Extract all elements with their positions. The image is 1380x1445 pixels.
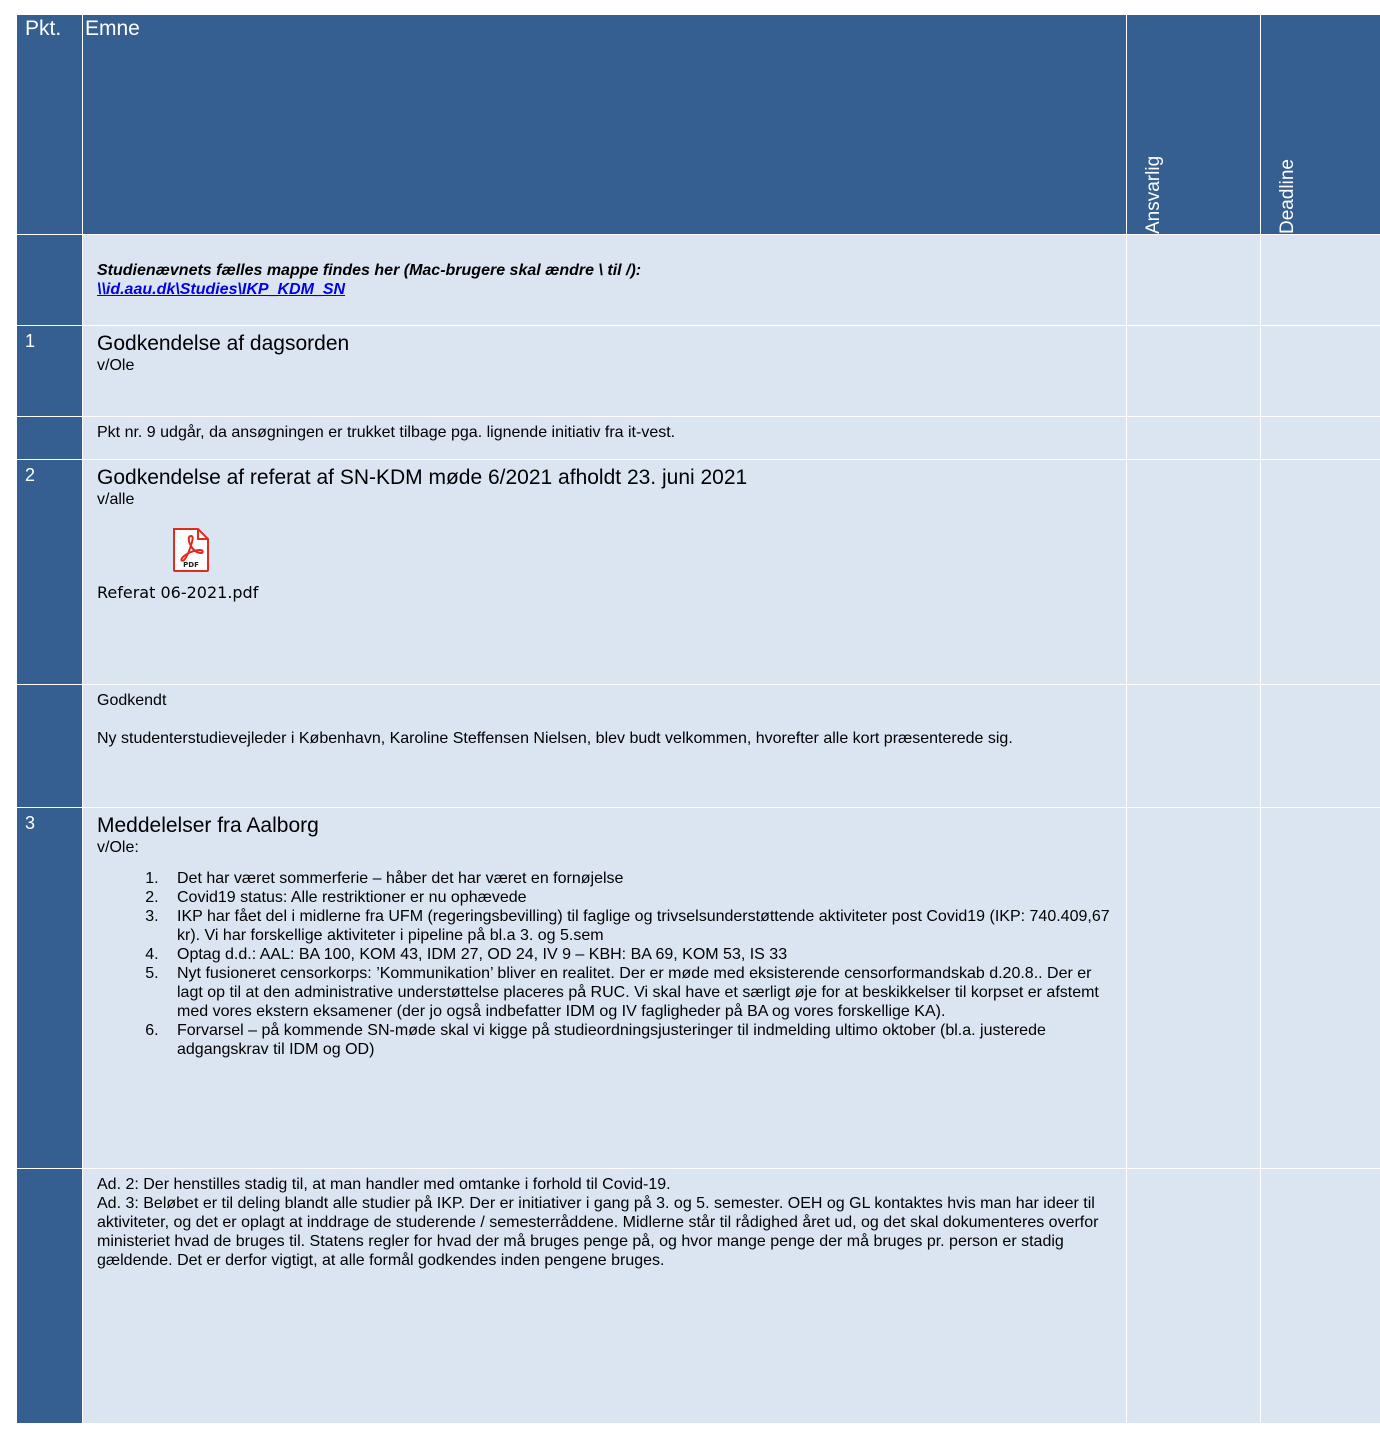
item-title: Godkendelse af dagsorden	[97, 332, 350, 355]
note-approved: Godkendt	[97, 692, 167, 709]
header-pkt: Pkt.	[17, 15, 83, 235]
agenda-item-3	[17, 808, 1380, 1169]
header-emne: Emne	[83, 15, 1127, 235]
note-text: Ny studenterstudievejleder i København, Karoline Steffensen Nielsen, blev budt velkommen, hvorefter alle kort præsenterede sig.	[97, 730, 1013, 747]
agenda-item-2	[17, 460, 1380, 685]
deadline-cell	[1261, 235, 1380, 326]
item-number: 2	[17, 460, 83, 685]
folder-note-text: Studienævnets fælles mappe findes her (Mac-brugere skal ændre \ til /):	[97, 262, 642, 279]
note-row-2	[17, 685, 1380, 808]
ansvarlig-cell	[1127, 808, 1261, 1169]
note-text: Pkt nr. 9 udgår, da ansøgningen er trukket tilbage pga. lignende initiativ fra it-vest.	[97, 424, 676, 441]
item-cell	[83, 808, 1127, 1169]
list-item: 6. Forvarsel – på kommende SN-møde skal vi kigge på studieordningsjusteringer til indmelding ultimo oktober (bl.a. justerede adgangskrav til IDM og OD)	[163, 1021, 1116, 1059]
note-cell	[83, 1169, 1127, 1424]
row-number	[17, 235, 83, 326]
folder-note-cell	[83, 235, 1127, 326]
list-item: 3. IKP har fået del i midlerne fra UFM (regeringsbevilling) til faglige og trivselsunderstøttende aktiviteter post Covid19 (IKP: 740.409,67 kr). Vi har forskellige aktiviteter i pipeline på bl.a 3. og 5.sem	[163, 907, 1116, 945]
folder-link[interactable]: \\id.aau.dk\Studies\IKP_KDM_SN	[97, 281, 346, 298]
ansvarlig-cell	[1127, 460, 1261, 685]
ansvarlig-cell	[1127, 417, 1261, 460]
pdf-icon[interactable]	[171, 527, 211, 573]
header-row	[17, 15, 1380, 235]
note-row-3	[17, 1169, 1380, 1424]
note-cell	[83, 417, 1127, 460]
list-item: 4. Optag d.d.: AAL: BA 100, KOM 43, IDM 27, OD 24, IV 9 – KBH: BA 69, KOM 53, IS 33	[163, 945, 1116, 964]
ansvarlig-cell	[1127, 326, 1261, 417]
item-number: 3	[17, 808, 83, 1169]
item-number: 1	[17, 326, 83, 417]
agenda-table	[16, 14, 1380, 1424]
ansvarlig-cell	[1127, 235, 1261, 326]
row-number	[17, 685, 83, 808]
deadline-cell	[1261, 685, 1380, 808]
header-deadline: Deadline	[1261, 15, 1380, 235]
list-item: 5. Nyt fusioneret censorkorps: ’Kommunikation’ bliver en realitet. Der er møde med eksisterende censorformandskab d.20.8.. Der er lagt op til at den administrative understøttelse placeres på RUC. Vi skal have et særligt øje for at beskikkelser til korpset er afstemt med vores ekstern eksamener (der jo også indbefatter IDM og IV fagligheder på BA og vores forskellige KA).	[163, 964, 1116, 1021]
item-owner: v/Ole:	[97, 839, 139, 856]
row-number	[17, 1169, 83, 1424]
deadline-cell	[1261, 808, 1380, 1169]
note-cell	[83, 685, 1127, 808]
item-cell	[83, 460, 1127, 685]
list-item: 1. Det har været sommerferie – håber det har været en fornøjelse	[163, 869, 1116, 888]
deadline-cell	[1261, 460, 1380, 685]
deadline-cell	[1261, 417, 1380, 460]
note-ad2: Ad. 2: Der henstilles stadig til, at man handler med omtanke i forhold til Covid-19.	[97, 1176, 671, 1193]
item-owner: v/Ole	[97, 357, 135, 374]
header-ansvarlig: Ansvarlig	[1127, 15, 1261, 235]
folder-note	[97, 261, 1116, 299]
note-ad3: Ad. 3: Beløbet er til deling blandt alle studier på IKP. Der er initiativer i gang på 3. og 5. semester. OEH og GL kontaktes hvis man har ideer til aktiviteter, og det er oplagt at inddrage de studerende / semesterråddene. Midlerne står til rådighed året ud, og det skal dokumenteres overfor ministeriet hvad de bruges til. Statens regler for hvad der må bruges penge på, og hvor mange penge der må bruges pr. person er stadig gældende. Det er derfor vigtigt, at alle formål godkendes inden pengene bruges.	[97, 1195, 1099, 1269]
ansvarlig-cell	[1127, 685, 1261, 808]
note-row-1	[17, 417, 1380, 460]
agenda-item-1	[17, 326, 1380, 417]
folder-note-row	[17, 235, 1380, 326]
attachment-name[interactable]: Referat 06-2021.pdf	[97, 583, 259, 602]
ansvarlig-cell	[1127, 1169, 1261, 1424]
item-title: Godkendelse af referat af SN-KDM møde 6/2021 afholdt 23. juni 2021	[97, 466, 748, 489]
agenda-document	[16, 14, 1380, 1424]
announcement-list	[97, 869, 1116, 1059]
row-number	[17, 417, 83, 460]
item-owner: v/alle	[97, 491, 135, 508]
svg-text:PDF: PDF	[183, 561, 199, 569]
list-item: 2. Covid19 status: Alle restriktioner er nu ophævede	[163, 888, 1116, 907]
deadline-cell	[1261, 1169, 1380, 1424]
item-title: Meddelelser fra Aalborg	[97, 814, 319, 837]
deadline-cell	[1261, 326, 1380, 417]
item-cell	[83, 326, 1127, 417]
